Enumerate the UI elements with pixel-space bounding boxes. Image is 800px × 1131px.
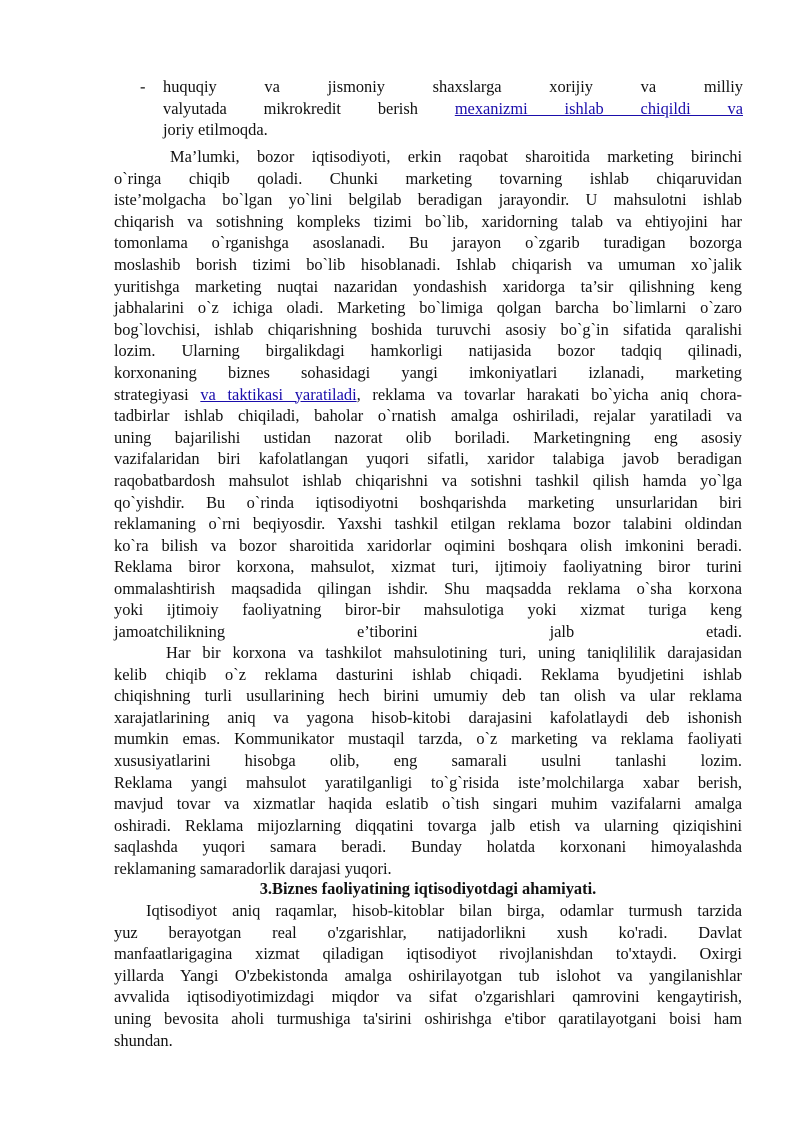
text-line: Har bir korxona va tashkilot mahsulotining turi, uning taniqlililik darajasidan: [166, 643, 742, 662]
paragraph-advertising: [114, 642, 742, 880]
text-line: manfaatlarigagina xizmat qiladigan iqtisodiyot rivojlanishdan to'xtaydi. Oxirgi: [114, 944, 742, 964]
text-line: jamoatchilikning e’tiborini jalb etadi.: [114, 622, 742, 642]
text-line: ommalashtirish maqsadida qilingan ishdir. Shu maqsadda reklama o`sha korxona: [114, 578, 742, 598]
text-line: xususiyatlarini hisobga olib, eng samarali usulni tanlashi lozim.: [114, 750, 742, 770]
text-line: o`ringa chiqib qoladi. Chunki marketing tovarning ishlab chiqaruvidan: [114, 168, 742, 188]
text-line: Iqtisodiyot aniq raqamlar, hisob-kitoblar bilan birga, odamlar turmush tarzida: [146, 901, 742, 920]
text-line: chiqarish va sotishning kompleks tizimi bo`lib, xaridorning talab va ehtiyojini har: [114, 211, 742, 231]
text-line: yuritishga marketing nuqtai nazaridan yondashish xaridorga ta’sir qilishning keng: [114, 276, 742, 296]
text-line: vazifalaridan biri kafolatlangan yuqori sifatli, xaridor talabiga javob beradigan: [114, 449, 742, 469]
text-line: Reklama biror korxona, mahsulot, xizmat turi, ijtimoiy faoliyatning biror turini: [114, 557, 742, 577]
text-line: yoki ijtimoiy faoliyatning biror-bir mahsulotiga yoki xizmat turiga keng: [114, 600, 742, 620]
text-line: qo`yishdir. Bu o`rinda iqtisodiyotni boshqarishda marketing unsurlaridan biri: [114, 492, 742, 512]
text-line: moslashib borish tizimi bo`lib hisoblanadi. Ishlab chiqarish va umuman xo`jalik: [114, 254, 742, 274]
text-line: uning bevosita aholi turmushiga ta'sirini oshirishga e'tibor qaratilayotgani boisi ham: [114, 1008, 742, 1028]
tactics-link[interactable]: va taktikasi yaratiladi: [200, 384, 357, 404]
text-line: yuz berayotgan real o'zgarishlar, natijadorlikni xush ko'radi. Davlat: [114, 922, 742, 942]
text-line: iste’molgacha bo`lgan yo`lini belgilab beradigan jarayondir. U mahsulotni ishlab: [114, 190, 742, 210]
bullet-item: [163, 76, 743, 141]
text-line: xarajatlarining aniq va yagona hisob-kitobi darajasini kafolatlaydi deb ishonish: [114, 707, 742, 727]
text-line: jabhalarini o`z ichiga oladi. Marketing bo`limiga qolgan barcha bo`limlarni o`zaro: [114, 298, 742, 318]
text-line: avvalida iqtisodiyotimizdagi miqdor va sifat o'zgarishlari qamrovini kengaytirish,: [114, 987, 742, 1007]
text-line: ko`ra bilish va bozor sharoitida xaridorlar oqimini boshqara olish imkonini beradi.: [114, 535, 742, 555]
text-line: korxonaning biznes sohasidagi yangi imkoniyatlari izlanadi, marketing: [114, 362, 742, 382]
text-line: tadbirlar ishlab chiqiladi, baholar o`rnatish amalga oshiriladi, rejalar yaratiladi va: [114, 406, 742, 426]
text-line: chiqishning turli usullarining hech birini umumiy deb tan olish va ular reklama: [114, 686, 742, 706]
text-line: uning bajarilishi ustidan nazorat olib boriladi. Marketingning eng asosiy: [114, 427, 742, 447]
text-line: Reklama yangi mahsulot yaratilganligi to`g`risida iste’molchilarga xabar berish,: [114, 772, 742, 792]
section-heading: 3.Biznes faoliyatining iqtisodiyotdagi ahamiyati.: [259, 879, 597, 898]
text-line: shundan.: [114, 1030, 173, 1050]
text-line: saqlashda yuqori samara beradi. Bunday holatda korxonani himoyalashda: [114, 837, 742, 857]
text-line: tomonlama o`rganishga asoslanadi. Bu jarayon o`zgarib turadigan bozorga: [114, 233, 742, 253]
mechanism-link[interactable]: mexanizmi ishlab chiqildi va: [454, 98, 743, 118]
bullet-line: [163, 98, 743, 120]
text-line: mavjud tovar va xizmatlar haqida eslatib o`tish singari muhim vazifalarni amalga: [114, 794, 742, 814]
text-line: raqobatbardosh mahsulot ishlab chiqarishni va sotishni tashkil qilish hamda yo`lga: [114, 470, 742, 490]
text-line: reklamaning o`rni beqiyosdir. Yaxshi tashkil etilgan reklama bozor talabini oldindan: [114, 514, 742, 534]
text-line: oshiradi. Reklama mijozlarning diqqatini tovarga jalb etish va ularning qiziqishini: [114, 815, 742, 835]
text-fragment: , reklama va tovarlar harakati bo`yicha aniq chora-: [356, 384, 742, 404]
bullet-line: huquqiy va jismoniy shaxslarga xorijiy va milliy: [163, 77, 743, 96]
text-line: lozim. Ularning birgalikdagi hamkorligi natijasida bozor tadqiq qilinadi,: [114, 341, 742, 361]
text-line: [114, 384, 742, 406]
bullet-line: joriy etilmoqda.: [163, 120, 268, 140]
text-line: mumkin emas. Kommunikator mustaqil tarzda, o`z marketing va reklama faoliyati: [114, 729, 742, 749]
text-line: kelib chiqib o`z reklama dasturini ishlab chiqadi. Reklama byudjetini ishlab: [114, 664, 742, 684]
text-line: Ma’lumki, bozor iqtisodiyoti, erkin raqobat sharoitida marketing birinchi: [170, 147, 742, 166]
bullet-dash: -: [140, 77, 146, 96]
text-fragment: strategiyasi: [114, 384, 201, 404]
paragraph-economy: [114, 900, 742, 1051]
text-line: reklamaning samaradorlik darajasi yuqori.: [114, 858, 392, 878]
text-line: bog`lovchisi, ishlab chiqarishning boshida turuvchi asosiy bo`g`in sifatida qaralishi: [114, 319, 742, 339]
paragraph-marketing: [114, 146, 742, 643]
bullet-line-text: valyutada mikrokredit berish: [163, 98, 418, 118]
text-line: yillarda Yangi O'zbekistonda amalga oshirilayotgan tub islohot va yangilanishlar: [114, 965, 742, 985]
